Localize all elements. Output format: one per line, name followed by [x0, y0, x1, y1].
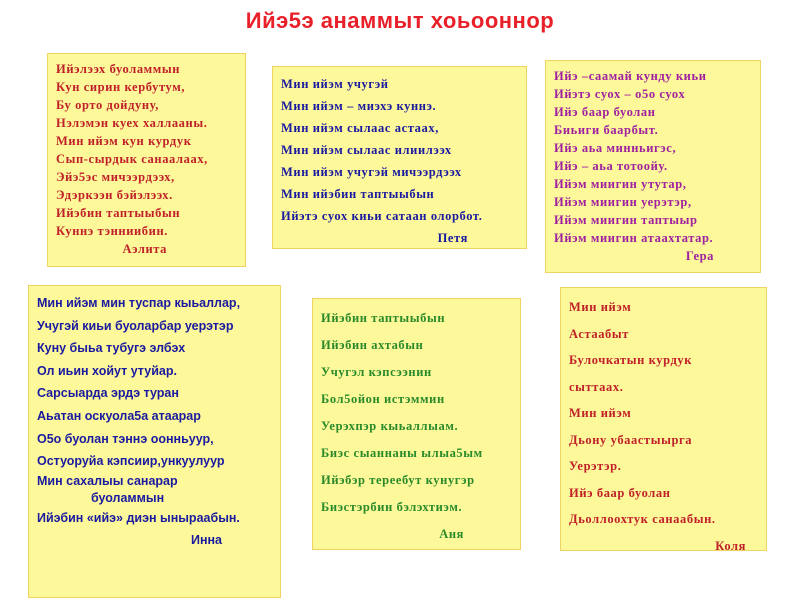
poem-line: Аьатан оскуола5а атаарар: [37, 408, 201, 423]
poem-line: Ийэм миигин атаахтатар.: [554, 231, 714, 245]
poem-card-gera: [545, 60, 761, 273]
poem-line: Мин ийэм: [569, 300, 632, 314]
poem-line: Ийэ – аьа тотоойу.: [554, 159, 668, 173]
poem-line: Учугэй киьи буоларбар уерэтэр: [37, 318, 234, 333]
poem-card-inna: [28, 285, 281, 598]
poem-line: Ийэ баар буолан: [569, 485, 671, 500]
poem-line: Мин ийэм учугэй мичээрдээх: [281, 165, 462, 179]
poem-line: Ийэтэ суох киьи сатаан олорбот.: [281, 209, 483, 223]
poem-line: Остуоруйа кэпсиир,ункуулуур: [37, 454, 225, 469]
poem-line: Ийэбин таптыыбын: [56, 206, 181, 220]
poem-line: Ийэ –саамай кунду киьи: [554, 69, 707, 83]
poem-line: Ийэбэр тереебут кунугэр: [321, 473, 475, 487]
poem-line: буоламмын: [91, 490, 165, 505]
poem-author: Гера: [685, 249, 714, 263]
poem-card-anya: [312, 298, 521, 550]
poem-author: Петя: [437, 231, 468, 245]
poem-line: Куннэ тэнниибин.: [56, 224, 168, 238]
poem-line: Эдэркээн бэйэлээх.: [56, 188, 173, 202]
poem-line: Ийэм миигин уерэтэр,: [554, 195, 692, 209]
poem-line: Ийэбин «ийэ» диэн ыныраабын.: [37, 510, 240, 525]
poem-line: Биьиги баарбыт.: [554, 123, 659, 137]
poem-line: Ийэтэ суох – о5о суох: [554, 87, 686, 101]
poem-line: Ол иьин хойут утуйар.: [37, 363, 177, 378]
poem-line: Мин ийэм – миэхэ куннэ.: [281, 99, 437, 113]
poem-card-kolya: [560, 287, 767, 551]
poem-line: Уерэхпэр кыьаллыам.: [321, 419, 459, 433]
poem-author: Инна: [190, 533, 222, 548]
poem-author: Аэлита: [122, 242, 167, 256]
poem-line: Мин ийэм: [569, 406, 632, 420]
poem-line: Ийэ аьа минньигэс,: [554, 141, 677, 155]
poem-line: Ийэм миигин утутар,: [554, 177, 687, 191]
poem-card-aelita: [47, 53, 246, 267]
poem-line: Эйэ5эс мичээрдээх,: [56, 170, 175, 184]
poem-line: Булочкатын курдук: [569, 353, 693, 367]
poem-line: Ийэ баар буолан: [554, 105, 656, 119]
poem-line: Астаабыт: [569, 326, 630, 341]
poem-line: Дьоллоохтук санаабын.: [569, 512, 716, 526]
poem-line: Уерэтэр.: [569, 459, 622, 473]
poem-line: Учугэл кэпсээнин: [321, 365, 432, 379]
poem-line: сыттаах.: [569, 379, 624, 394]
poem-line: Биэс сыаннаны ылыа5ым: [321, 446, 483, 460]
poem-line: Сарсыарда эрдэ туран: [37, 386, 179, 401]
poem-line: Дьону убаастыырга: [569, 432, 693, 447]
poem-line: Бол5ойон истэммин: [321, 392, 445, 406]
poem-line: Ийэм миигин таптыыр: [554, 213, 698, 227]
poem-author: Аня: [439, 527, 464, 541]
poem-line: Нэлэмэн куех халлааны.: [56, 116, 208, 130]
poem-line: Куну быьа тубугэ элбэх: [37, 341, 186, 356]
poem-author: Коля: [715, 538, 746, 553]
poem-line: Мин ийэм сылаас илиилээх: [281, 143, 452, 157]
poem-line: Мин ийэм мин туспар кыьаллар,: [37, 296, 241, 310]
poem-line: О5о буолан тэннэ оонньуур,: [37, 431, 214, 446]
poem-line: Ийэбин ахтабын: [321, 338, 424, 352]
poem-line: Кун сирин кербутум,: [56, 80, 186, 94]
poem-line: Ийэлээх буоламмын: [56, 62, 181, 76]
poem-line: Мин ийэм сылаас астаах,: [281, 121, 439, 135]
page-title: Ийэ5э анаммыт хоьооннор: [245, 8, 555, 33]
poem-line: Биэстэрбин бэлэхтиэм.: [321, 500, 463, 514]
poem-line: Ийэбин таптыыбын: [321, 311, 446, 325]
poem-line: Сып-сырдык санаалаах,: [56, 152, 208, 166]
poem-line: Мин сахалыы санарар: [37, 473, 178, 488]
poem-line: Бу орто дойдуну,: [56, 98, 159, 112]
poem-line: Мин ийэм учугэй: [281, 77, 389, 91]
poem-line: Мин ийэбин таптыыбын: [281, 187, 435, 201]
poem-card-petya: [272, 66, 527, 249]
poem-line: Мин ийэм кун курдук: [56, 134, 192, 148]
